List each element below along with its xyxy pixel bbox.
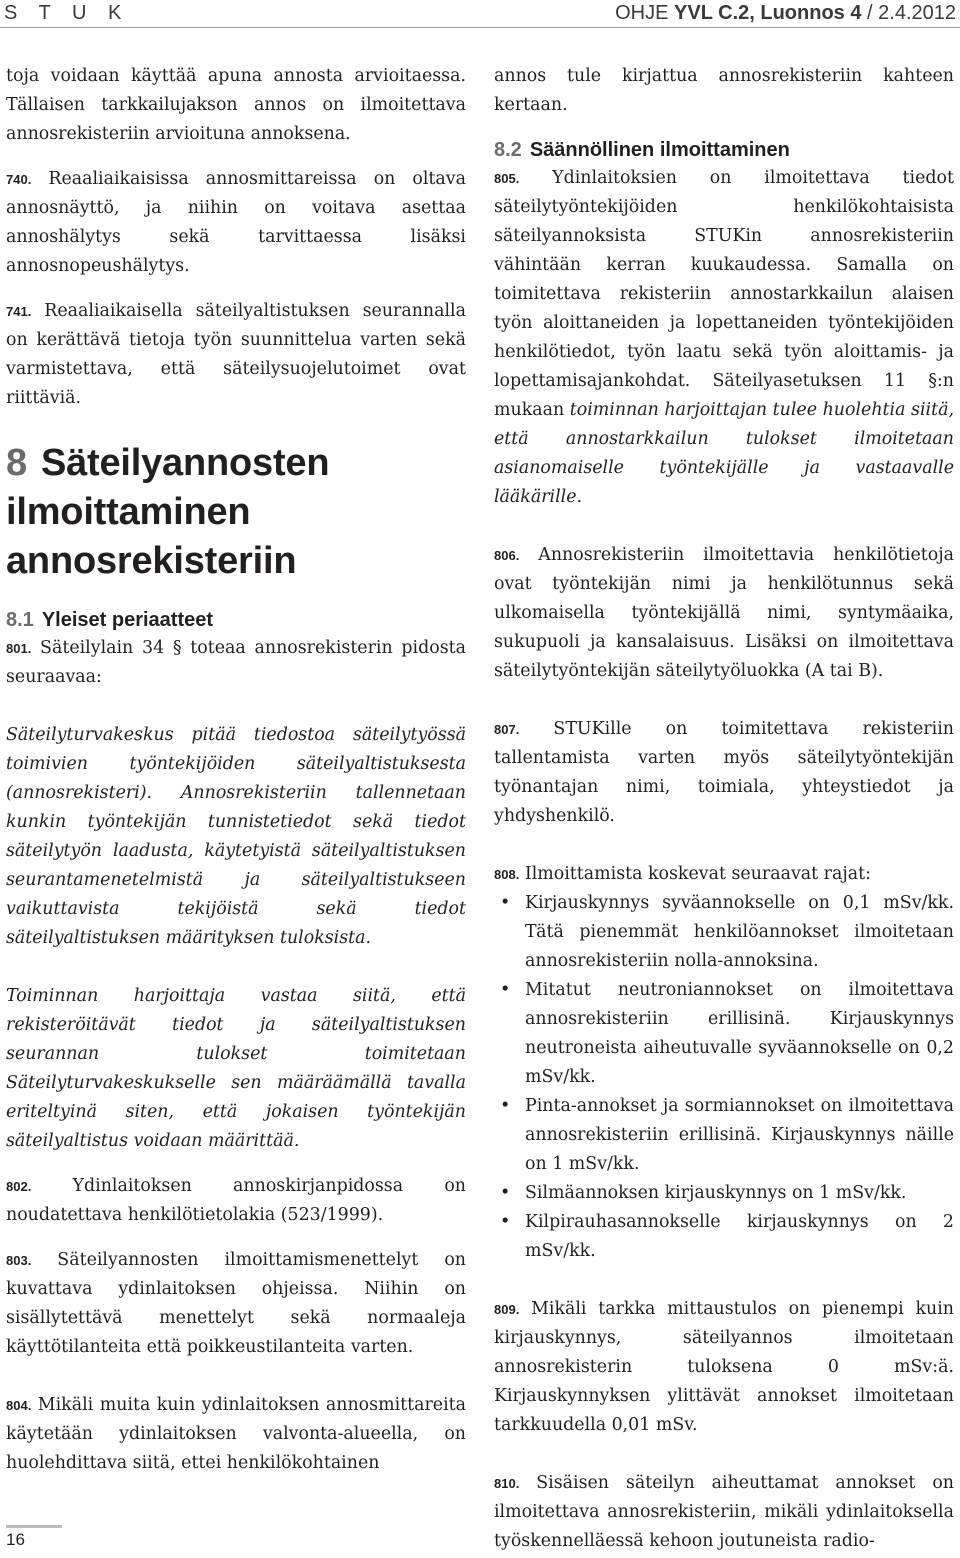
limits-list	[494, 889, 954, 1266]
paragraph-803	[6, 1246, 466, 1362]
footer-rule	[6, 1525, 62, 1528]
paragraph-808	[494, 860, 954, 889]
paragraph-text: Ilmoittamista koskevat seuraavat rajat:	[519, 864, 871, 884]
paragraph-802	[6, 1172, 466, 1230]
paragraph-810	[494, 1469, 954, 1556]
paragraph-text: STUKille on toimitettava rekisteriin tallentamista varten myös säteilytyöntekijän työnantajan nimi, toimiala, yhteystiedot ja yhdyshenkilö.	[494, 719, 954, 826]
bullet-icon: •	[500, 893, 511, 913]
paragraph-text: Reaaliaikaisella säteilyaltistuksen seurannalla on kerättävä tietoja työn suunnittelua varten sekä varmistettava, että säteilysuojelutoimet ovat riittäviä.	[6, 301, 466, 408]
page-header	[0, 0, 960, 28]
paragraph-number: 807.	[494, 722, 520, 737]
paragraph-number: 809.	[494, 1302, 520, 1317]
section-title: Säännöllinen ilmoittaminen	[529, 139, 790, 161]
paragraph-number: 808.	[494, 867, 520, 882]
bullet-icon: •	[500, 1212, 511, 1232]
paragraph-number: 804.	[6, 1398, 32, 1413]
paragraph-number: 803.	[6, 1253, 32, 1268]
paragraph-number: 810.	[494, 1476, 520, 1491]
brand-wordmark: S T U K	[4, 2, 130, 24]
bullet-icon: •	[500, 1096, 511, 1116]
paragraph-806	[494, 541, 954, 686]
section-heading-8-1	[6, 606, 466, 634]
paragraph-number: 801.	[6, 641, 32, 656]
chapter-title: Säteilyannosten ilmoittaminen annosrekisteriin	[6, 442, 330, 582]
list-item-text: Kilpirauhasannokselle kirjauskynnys on 2 mSv/kk.	[525, 1212, 954, 1261]
section-number: 8.1	[6, 609, 34, 631]
list-item-text: Pinta-annokset ja sormiannokset on ilmoitettava annosrekisteriin erillisinä. Kirjauskynnys näille on 1 mSv/kk.	[525, 1096, 954, 1174]
paragraph-text: Mikäli tarkka mittaustulos on pienempi kuin kirjauskynnys, säteilyannos ilmoitetaan annosrekisterin tuloksena 0 mSv:ä. Kirjauskynnyksen ylittävät annokset ilmoitetaan tarkkuudella 0,01 mSv.	[494, 1299, 954, 1435]
paragraph-805	[494, 164, 954, 512]
paragraph-809	[494, 1295, 954, 1440]
paragraph-text: Mikäli muita kuin ydinlaitoksen annosmittareita käytetään ydinlaitoksen valvonta-alueella, on huolehdittava siitä, ettei henkilökohtainen	[6, 1395, 466, 1473]
paragraph-number: 805.	[494, 171, 520, 186]
section-title: Yleiset periaatteet	[41, 609, 214, 631]
guide-reference	[615, 2, 956, 25]
list-item-text: Kirjauskynnys syväannokselle on 0,1 mSv/kk. Tätä pienemmät henkilöannokset ilmoitetaan annosrekisteriin nolla-annoksina.	[525, 893, 954, 971]
guide-code: YVL C.2, Luonnos 4	[674, 2, 862, 24]
chapter-heading	[6, 439, 466, 586]
left-column	[6, 62, 466, 1478]
list-item	[494, 976, 954, 1092]
paragraph-805-quote: toiminnan harjoittajan tulee huolehtia siitä, että annostarkkailun tulokset ilmoitetaan asianomaiselle työntekijälle ja vastaavalle lääkärille.	[494, 400, 954, 507]
paragraph-text: Reaaliaikaisissa annosmittareissa on oltava annosnäyttö, ja niihin on voitava asettaa annoshälytys sekä tarvittaessa lisäksi annosnopeushälytys.	[6, 169, 466, 276]
guide-date: / 2.4.2012	[861, 2, 956, 24]
paragraph-741	[6, 297, 466, 413]
paragraph-continued: toja voidaan käyttää apuna annosta arvioitaessa. Tällaisen tarkkailujakson annos on ilmoitettava annosrekisteriin arvioituna annoksena.	[6, 66, 466, 144]
paragraph-text: Säteilyannosten ilmoittamismenettelyt on kuvattava ydinlaitoksen ohjeissa. Niihin on sisällytettävä menettelyt sekä normaaleja käyttötilanteita että poikkeustilanteita varten.	[6, 1250, 466, 1357]
paragraph-number: 741.	[6, 304, 32, 319]
paragraph-801	[6, 634, 466, 692]
section-heading-8-2	[494, 136, 954, 164]
paragraph-740	[6, 165, 466, 281]
paragraph-804	[6, 1391, 466, 1478]
guide-prefix: OHJE	[615, 2, 669, 24]
bullet-icon: •	[500, 1183, 511, 1203]
section-number: 8.2	[494, 139, 522, 161]
law-quote-1: Säteilyturvakeskus pitää tiedostoa säteilytyössä toimivien työntekijöiden säteilyaltistuksesta (annosrekisteri). Annosrekisteriin tallennetaan kunkin työntekijän tunnistetiedot sekä tiedot säteilytyön laadusta, käytetyistä säteilyaltistuksen seurantamenetelmistä ja säteilyaltistukseen vaikuttavista tekijöistä sekä tiedot säteilyaltistuksen määrityksen tuloksista.	[6, 725, 466, 948]
paragraph-number: 802.	[6, 1179, 32, 1194]
page-number: 16	[6, 1530, 25, 1549]
list-item	[494, 1092, 954, 1179]
header-divider	[0, 27, 960, 28]
paragraph-number: 806.	[494, 548, 520, 563]
list-item-text: Mitatut neutroniannokset on ilmoitettava annosrekisteriin erillisinä. Kirjauskynnys neutroneista aiheutuvalle syväannokselle on 0,2 mSv/kk.	[525, 980, 954, 1087]
paragraph-continued: annos tule kirjattua annosrekisteriin kahteen kertaan.	[494, 66, 954, 115]
paragraph-number: 740.	[6, 172, 32, 187]
paragraph-text: Annosrekisteriin ilmoitettavia henkilötietoja ovat työntekijän nimi ja henkilötunnus sekä ulkomaisella työntekijällä nimi, syntymäaika, sukupuoli ja kansalaisuus. Lisäksi on ilmoitettava säteilytyöntekijän säteilytyöluokka (A tai B).	[494, 545, 954, 681]
paragraph-text: Ydinlaitoksen annoskirjanpidossa on noudatettava henkilötietolakia (523/1999).	[6, 1176, 466, 1225]
list-item	[494, 1208, 954, 1266]
right-column	[494, 62, 954, 1556]
law-quote-2: Toiminnan harjoittaja vastaa siitä, että rekisteröitävät tiedot ja säteilyaltistuksen seurannan tulokset toimitetaan Säteilyturvakeskukselle sen määräämällä tavalla eriteltyinä siten, että jokaisen työntekijän säteilyaltistus voidaan määrittää.	[6, 986, 466, 1151]
paragraph-text: Ydinlaitoksien on ilmoitettava tiedot säteilytyöntekijöiden henkilökohtaisista säteilyannoksista STUKin annosrekisteriin vähintään kerran kuukaudessa. Samalla on toimitettava rekisteriin annostarkkailun alaisen työn aloittaneiden ja lopettaneiden työntekijöiden henkilötiedot, työn laatu sekä työn aloittamis- ja lopettamisajankohdat. Säteilyasetuksen 11 §:n mukaan	[494, 168, 954, 420]
list-item	[494, 1179, 954, 1208]
list-item-text: Silmäannoksen kirjauskynnys on 1 mSv/kk.	[525, 1183, 907, 1203]
paragraph-807	[494, 715, 954, 831]
bullet-icon: •	[500, 980, 511, 1000]
chapter-number: 8	[6, 442, 27, 484]
list-item	[494, 889, 954, 976]
paragraph-text: Sisäisen säteilyn aiheuttamat annokset on ilmoitettava annosrekisteriin, mikäli ydinlaitoksella työskennelläessä kehoon joutuneista radio-	[494, 1473, 954, 1551]
paragraph-text: Säteilylain 34 § toteaa annosrekisterin pidosta seuraavaa:	[6, 638, 466, 687]
